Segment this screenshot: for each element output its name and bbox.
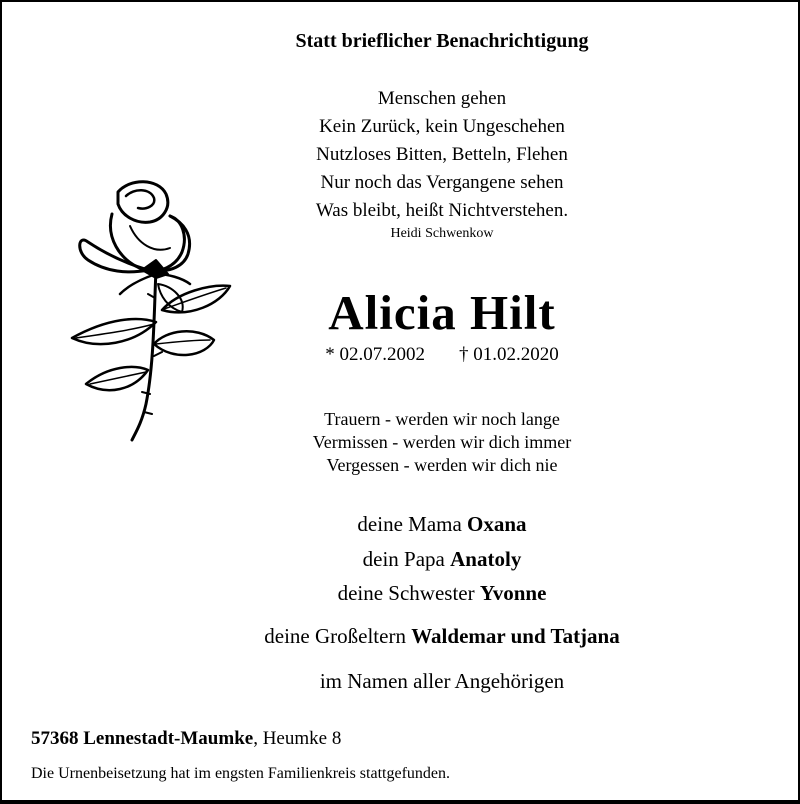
closing-line: im Namen aller Angehörigen — [319, 669, 565, 693]
family-name: Waldemar und Tatjana — [411, 624, 620, 648]
rose-petal — [126, 190, 154, 208]
family-name: Oxana — [467, 512, 527, 536]
address — [31, 728, 341, 750]
verse-line: Trauern - werden wir noch lange — [324, 409, 560, 429]
verse-line: Vergessen - werden wir dich nie — [326, 455, 558, 475]
family-member-sister — [2, 581, 800, 606]
rose-petal — [118, 182, 168, 223]
family-member-mother — [2, 512, 800, 537]
poem-line: Nur noch das Vergangene sehen — [320, 172, 564, 193]
family-name: Yvonne — [479, 581, 547, 605]
rose-petal — [130, 226, 170, 250]
address-city: 57368 Lennestadt-Maumke — [31, 728, 254, 749]
life-dates — [2, 344, 800, 366]
family-name: Anatoly — [450, 547, 522, 571]
address-street: , Heumke 8 — [253, 728, 342, 749]
poem-line: Was bleibt, heißt Nichtverstehen. — [315, 200, 569, 221]
poem-line: Kein Zurück, kein Ungeschehen — [319, 116, 565, 137]
poem-line: Menschen gehen — [377, 88, 507, 109]
burial-note: Die Urnenbeisetzung hat im engsten Familienkreis stattgefunden. — [31, 765, 450, 782]
family-relation: deine Großeltern — [264, 624, 406, 648]
family-relation: deine Schwester — [337, 581, 475, 605]
poem-line: Nutzloses Bitten, Betteln, Flehen — [316, 144, 568, 165]
death-date: † 01.02.2020 — [459, 344, 559, 365]
verse — [2, 408, 800, 477]
birth-date: * 02.07.2002 — [325, 344, 425, 365]
family-member-grandparents — [2, 624, 800, 649]
family-relation: deine Mama — [357, 512, 462, 536]
poem-author: Heidi Schwenkow — [390, 226, 494, 241]
family-member-father — [2, 547, 800, 572]
verse-line: Vermissen - werden wir dich immer — [312, 432, 572, 452]
family-relation: dein Papa — [362, 547, 445, 571]
deceased-name: Alicia Hilt — [328, 285, 556, 340]
notice-header: Statt brieflicher Benachrichtigung — [295, 30, 589, 52]
